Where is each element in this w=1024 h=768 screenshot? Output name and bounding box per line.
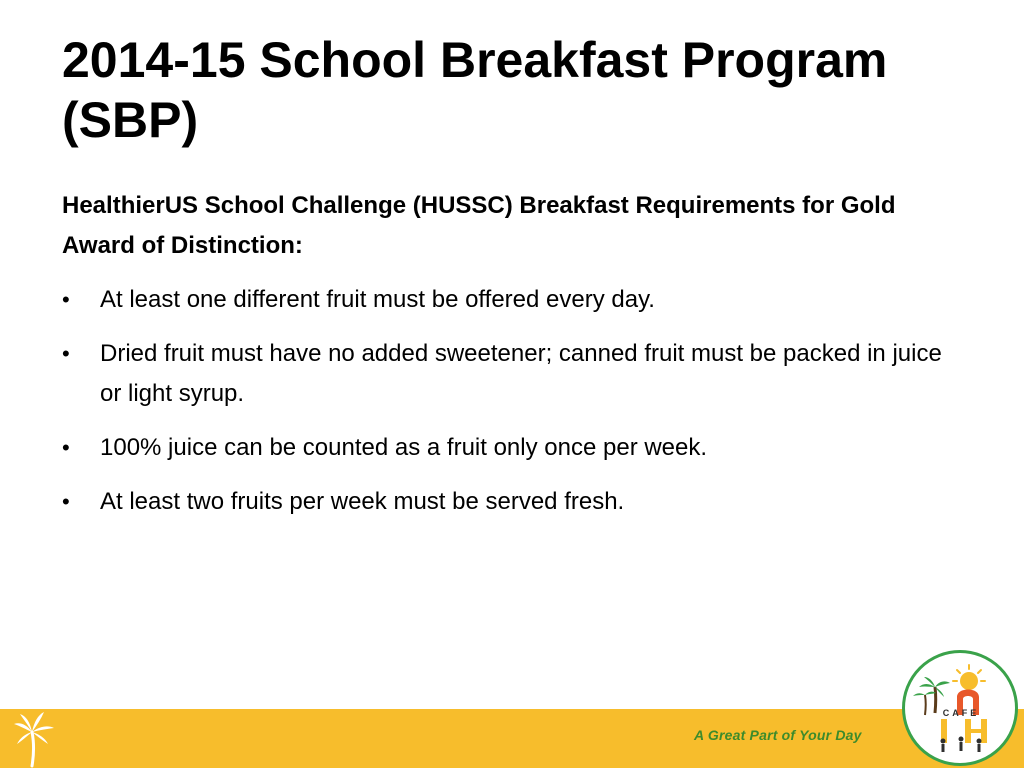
bullet-text: Dried fruit must have no added sweetener; canned fruit must be packed in juice or light syrup. <box>100 340 942 407</box>
bullet-text: At least two fruits per week must be served fresh. <box>100 488 625 515</box>
bullet-list <box>62 280 962 522</box>
bullet-marker: • <box>62 435 70 460</box>
slide-content <box>62 186 962 522</box>
bullet-marker: • <box>62 341 70 366</box>
bullet-item <box>62 428 962 468</box>
slide-subheading: HealthierUS School Challenge (HUSSC) Breakfast Requirements for Gold Award of Distinction: <box>62 192 896 259</box>
cafe-logo-text: CAFE <box>942 708 980 718</box>
bullet-item <box>62 334 962 414</box>
bullet-marker: • <box>62 489 70 514</box>
bullet-item <box>62 482 962 522</box>
cafe-logo <box>902 650 1018 766</box>
footer-tagline: A Great Part of Your Day <box>694 727 862 743</box>
bullet-text: 100% juice can be counted as a fruit only once per week. <box>100 434 708 461</box>
palm-tree-icon <box>12 708 58 768</box>
bullet-marker: • <box>62 287 70 312</box>
footer-band <box>0 709 1024 768</box>
slide-title: 2014-15 School Breakfast Program (SBP) <box>62 32 888 148</box>
bullet-text: At least one different fruit must be offered every day. <box>100 286 655 313</box>
bullet-item <box>62 280 962 320</box>
